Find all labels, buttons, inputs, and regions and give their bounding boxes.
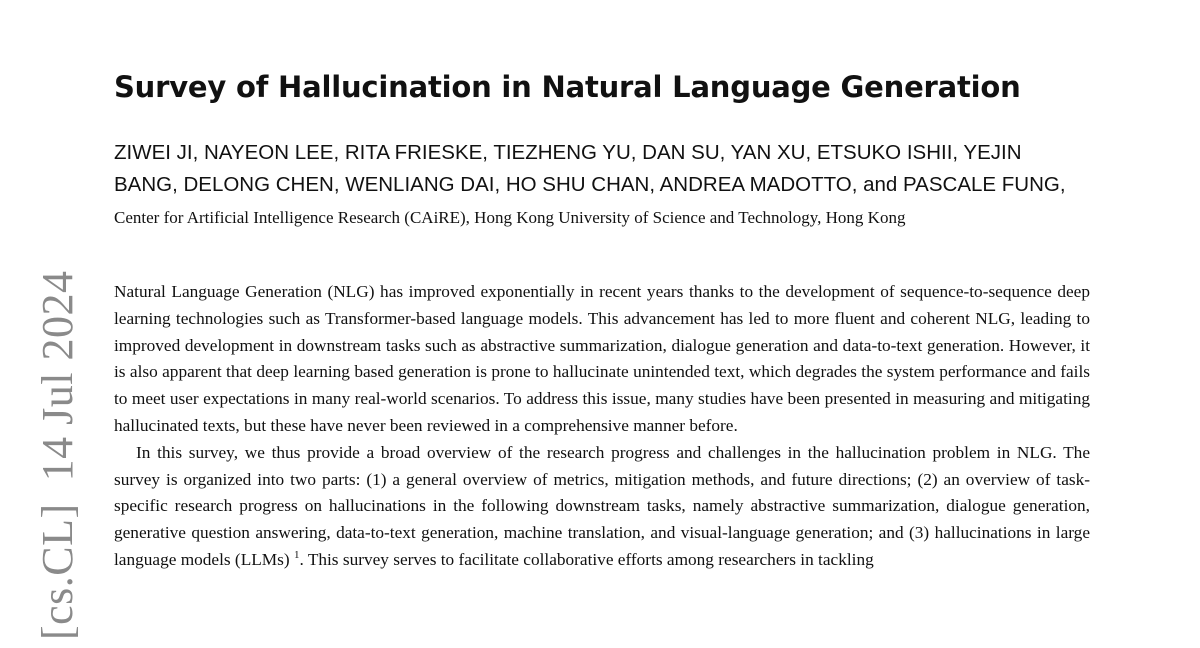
arxiv-date: 14 Jul 2024 (33, 270, 82, 482)
abstract-paragraph-2-continued: . This survey serves to facilitate collaborative efforts among researchers in tackling (299, 549, 874, 569)
abstract-paragraph-2-text: In this survey, we thus provide a broad overview of the research progress and challenges in the hallucination problem in NLG. The survey is organized into two parts: (1) a general overview of metrics, mitigation methods, and future directions; (2) an overview of task-specific research progress on hallucinations in the following downstream tasks, namely abstractive summarization, dialogue generation, generative question answering, data-to-text generation, machine translation, and visual-language generation; and (3) hallucinations in large language models (LLMs) (114, 442, 1090, 569)
affiliation: Center for Artificial Intelligence Research (CAiRE), Hong Kong University of Science and Technology, Hong Kong (114, 208, 906, 227)
author-list: ZIWEI JI, NAYEON LEE, RITA FRIESKE, TIEZHENG YU, DAN SU, YAN XU, ETSUKO ISHII, YEJIN BANG, DELONG CHEN, WENLIANG DAI, HO SHU CHAN, ANDREA MADOTTO, and PASCALE FUNG, (114, 141, 1066, 196)
abstract-paragraph-2 (114, 440, 1090, 574)
author-block (114, 137, 1090, 234)
arxiv-category: [cs.CL] (33, 503, 82, 640)
footnote-marker[interactable]: 1 (293, 549, 300, 562)
arxiv-side-stamp (33, 270, 82, 640)
paper-title: Survey of Hallucination in Natural Language Generation (114, 70, 1021, 104)
abstract-paragraph-1: Natural Language Generation (NLG) has improved exponentially in recent years thanks to the development of sequence-to-sequence deep learning technologies such as Transformer-based language models. This advancement has led to more fluent and coherent NLG, leading to improved development in downstream tasks such as abstractive summarization, dialogue generation and data-to-text generation. However, it is also apparent that deep learning based generation is prone to hallucinate unintended text, which degrades the system performance and fails to meet user expectations in many real-world scenarios. To address this issue, many studies have been presented in measuring and mitigating hallucinated texts, but these have never been reviewed in a comprehensive manner before. (114, 282, 1090, 435)
abstract (114, 279, 1090, 574)
